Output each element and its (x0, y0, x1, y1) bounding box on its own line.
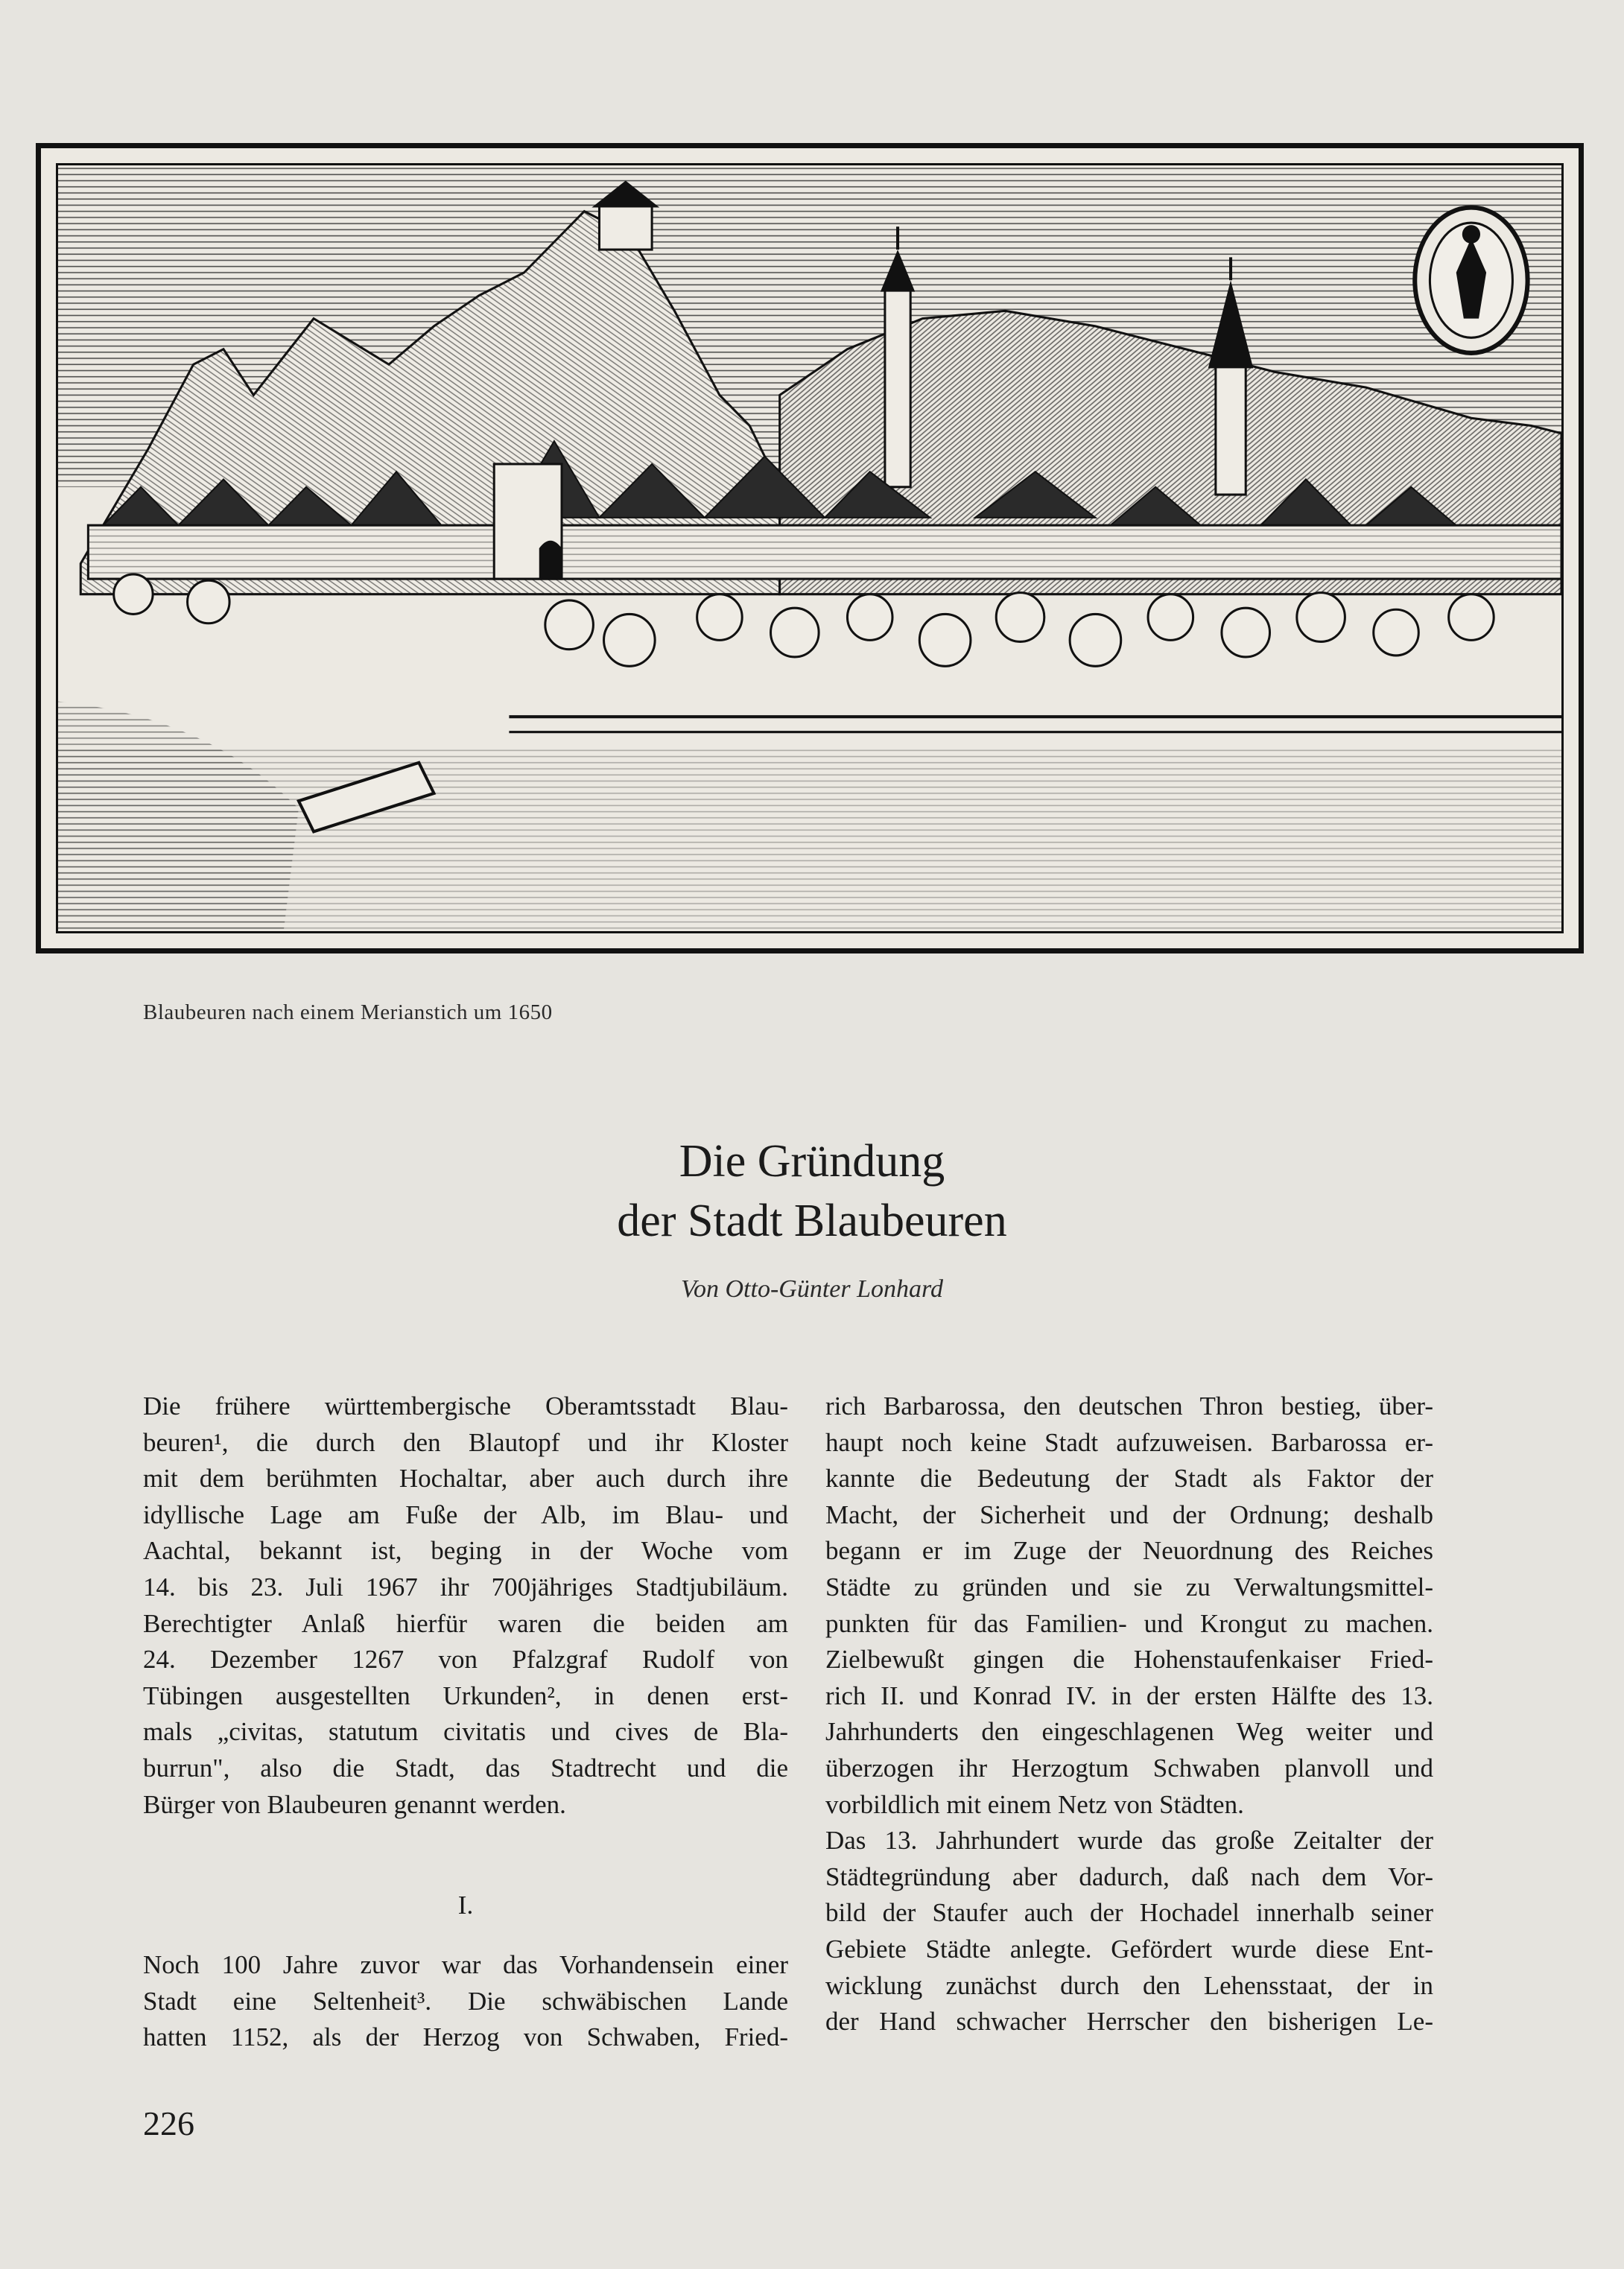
text-line: begann er im Zuge der Neuordnung des Reiches (825, 1536, 1433, 1566)
text-line: mals „civitas, statutum civitatis und cives de Bla- (143, 1717, 788, 1747)
page-number: 226 (143, 2104, 194, 2142)
text-line: beuren¹, die durch den Blautopf und ihr Kloster (143, 1427, 788, 1457)
text-line: Bürger von Blaubeuren genannt werden. (143, 1789, 566, 1819)
engraving-illustration (36, 143, 1584, 953)
text-line: hatten 1152, als der Herzog von Schwaben, Fried- (143, 2022, 788, 2052)
text-line: Berechtigter Anlaß hierfür waren die beiden am (143, 1608, 788, 1638)
text-line: Aachtal, bekannt ist, beging in der Woche vom (143, 1536, 788, 1566)
text-line: burrun", also die Stadt, das Stadtrecht und die (143, 1753, 788, 1783)
text-line: der Hand schwacher Herrscher den bisherigen Le- (825, 2007, 1433, 2037)
text-line: wicklung zunächst durch den Lehensstaat, der in (825, 1970, 1433, 2000)
town-view-engraving (58, 165, 1561, 931)
text-line: rich Barbarossa, den deutschen Thron bestieg, über- (825, 1391, 1433, 1421)
text-line: Macht, der Sicherheit und der Ordnung; deshalb (825, 1500, 1433, 1529)
text-line: Das 13. Jahrhundert wurde das große Zeitalter der (825, 1826, 1433, 1856)
text-line: Stadt eine Seltenheit³. Die schwäbischen Lande (143, 1986, 788, 2016)
text-line: Zielbewußt gingen die Hohenstaufenkaiser Fried- (825, 1645, 1433, 1675)
text-line: 24. Dezember 1267 von Pfalzgraf Rudolf von (143, 1645, 788, 1675)
engraving-inner-frame (56, 163, 1564, 933)
text-line: vorbildlich mit einem Netz von Städten. (825, 1789, 1244, 1819)
section-number: I. (457, 1891, 474, 1920)
left-column-paragraph-2 (143, 1947, 788, 2056)
right-column (825, 1389, 1433, 2040)
figure-caption: Blaubeuren nach einem Merianstich um 1650 (143, 1000, 553, 1024)
article-title-line-1: Die Gründung (679, 1136, 945, 1187)
text-line: Städte zu gründen und sie zu Verwaltungsmittel- (825, 1572, 1433, 1602)
article-byline: Von Otto-Günter Lonhard (681, 1275, 943, 1303)
text-line: idyllische Lage am Fuße der Alb, im Blau- und (143, 1500, 788, 1529)
left-column-paragraph-1 (143, 1389, 788, 1823)
text-line: 14. bis 23. Juli 1967 ihr 700jähriges Stadtjubiläum. (143, 1572, 788, 1602)
text-line: bild der Staufer auch der Hochadel innerhalb seiner (825, 1898, 1433, 1928)
article-title-line-2: der Stadt Blaubeuren (617, 1196, 1007, 1246)
text-line: haupt noch keine Stadt aufzuweisen. Barbarossa er- (825, 1427, 1433, 1457)
text-line: punkten für das Familien- und Krongut zu machen. (825, 1608, 1433, 1638)
text-line: Die frühere württembergische Oberamtsstadt Blau- (143, 1391, 788, 1421)
text-line: Tübingen ausgestellten Urkunden², in denen erst- (143, 1681, 788, 1710)
text-line: rich II. und Konrad IV. in der ersten Hälfte des 13. (825, 1681, 1433, 1710)
text-line: kannte die Bedeutung der Stadt als Faktor der (825, 1464, 1433, 1494)
text-line: Gebiete Städte anlegte. Gefördert wurde diese Ent- (825, 1934, 1433, 1964)
text-line: Jahrhunderts den eingeschlagenen Weg weiter und (825, 1717, 1433, 1747)
text-line: überzogen ihr Herzogtum Schwaben planvoll und (825, 1753, 1433, 1783)
text-line: Noch 100 Jahre zuvor war das Vorhandensein einer (143, 1950, 788, 1979)
text-line: Städtegründung aber dadurch, daß nach dem Vor- (825, 1862, 1433, 1891)
text-line: mit dem berühmten Hochaltar, aber auch durch ihre (143, 1464, 788, 1494)
